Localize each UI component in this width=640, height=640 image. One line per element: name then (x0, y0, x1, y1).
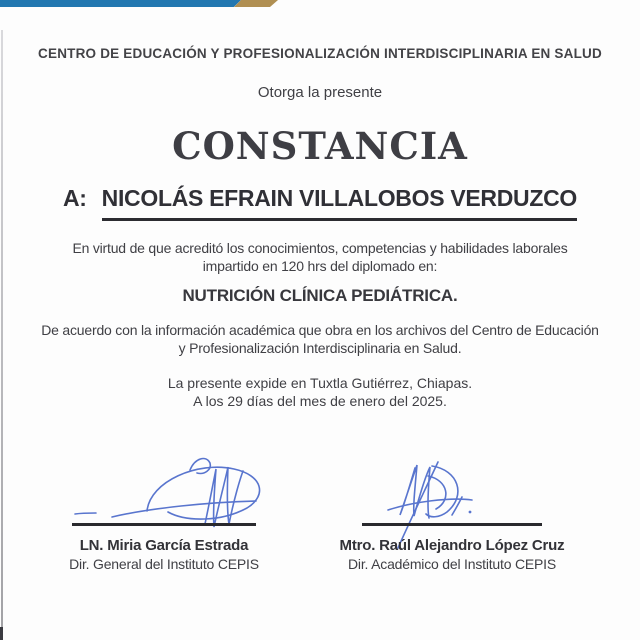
issue-date: A los 29 días del mes de enero del 2025. (193, 392, 447, 409)
body-paragraph-2-line1: De acuerdo con la información académica que obra en los archivos del Centro de Educación (41, 322, 599, 338)
scan-edge-mark (0, 627, 3, 640)
body-paragraph-1-line1: En virtud de que acreditó los conocimientos, competencias y habilidades laborales (72, 240, 568, 256)
signatory-left-name: LN. Miria García Estrada (79, 537, 249, 554)
signatory-right-name: Mtro. Raúl Alejandro López Cruz (339, 537, 565, 554)
recipient-prefix: A: (62, 185, 87, 211)
signature-line-right (362, 523, 542, 526)
signature-line-left (72, 523, 256, 526)
body-paragraph-1 (0, 239, 640, 275)
certificate-title: CONSTANCIA (172, 124, 468, 168)
body-paragraph-2-line2: y Profesionalización Interdisciplinaria en Salud. (178, 340, 462, 356)
course-name: NUTRICIÓN CLÍNICA PEDIÁTRICA. (182, 286, 458, 305)
signatory-left (39, 537, 289, 572)
recipient-name: NICOLÁS EFRAIN VILLALOBOS VERDUZCO (102, 185, 577, 221)
signatory-right-title: Dir. Académico del Instituto CEPIS (348, 556, 556, 572)
organization-name: CENTRO DE EDUCACIÓN Y PROFESIONALIZACIÓN INTERDISCIPLINARIA EN SALUD (38, 46, 602, 61)
issue-statement (0, 375, 640, 410)
issue-place: La presente expide en Tuxtla Gutiérrez, Chiapas. (167, 375, 473, 391)
intro-text: Otorga la presente (257, 84, 383, 101)
signatory-right (327, 537, 577, 572)
signature-right-ink (388, 462, 472, 548)
body-paragraph-1-line2: impartido en 120 hrs del diplomado en: (202, 258, 438, 274)
top-accent-bar-gold (234, 0, 280, 7)
signatory-left-title: Dir. General del Instituto CEPIS (69, 556, 259, 572)
recipient-line (0, 185, 640, 221)
signature-left-ink (75, 459, 260, 527)
top-accent-bar-blue (0, 0, 241, 7)
body-paragraph-2 (0, 321, 640, 357)
